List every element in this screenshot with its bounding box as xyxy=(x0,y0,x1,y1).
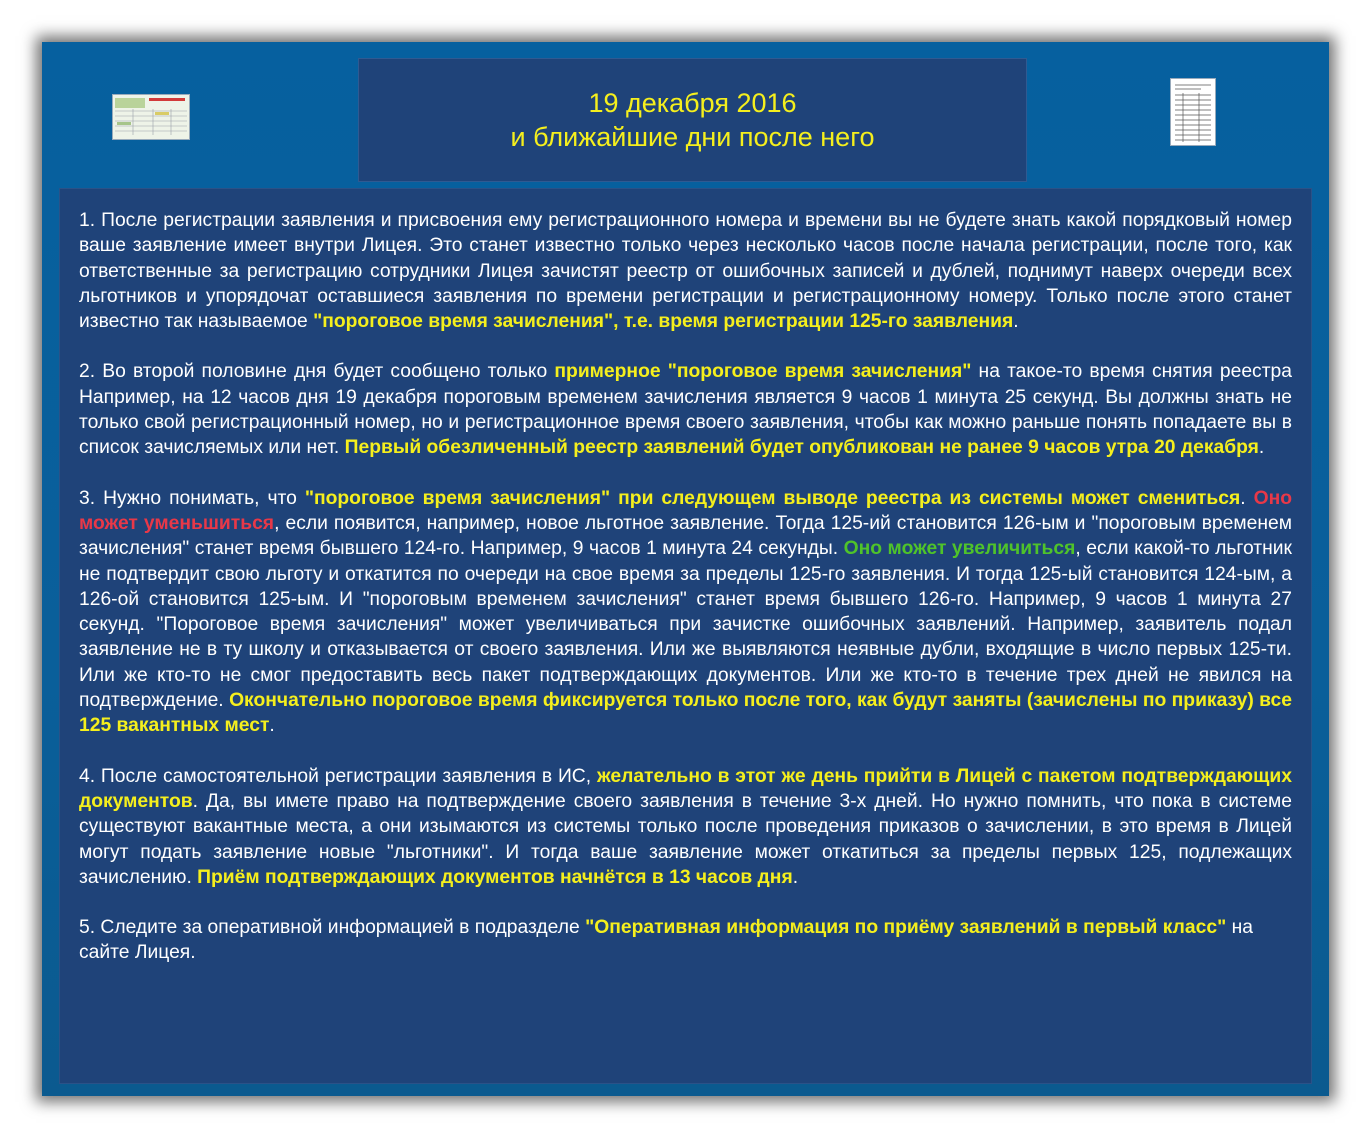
slide xyxy=(42,42,1329,1096)
title-date: 19 декабря 2016 xyxy=(588,88,797,118)
p3-highlight-decrease: Оно может уменьшиться xyxy=(79,487,1292,534)
p1-text: 1. После регистрации заявления и присвоения ему регистрационного номера и времени вы не будете знать какой порядковый номер ваше заявление имеет внутри Лицея. Это станет известно только через несколько часов после начала регистрации, после того, как ответственные за регистрацию сотрудники Лицея зачистят реестр от ошибочных записей и дублей, поднимут наверх очереди всех льготников и упорядочат оставшиеся заявления по времени регистрации и регистрационному номеру. Только после этого станет известно так называемое xyxy=(79,210,1292,333)
list-document-icon xyxy=(1171,79,1215,145)
p5-text-start: 5. Следите за оперативной информацией в подразделе xyxy=(79,917,586,939)
p5-highlight-section-link[interactable]: "Оперативная информация по приёму заявлений в первый класс" xyxy=(585,917,1227,939)
paragraph-4 xyxy=(79,764,1292,890)
p2-highlight-approx: примерное "пороговое время зачисления" xyxy=(554,361,972,383)
p3-text-increase: , если какой-то льготник не подтвердит свою льготу и откатится по очереди на свое время за пределы 125-го заявления. И тогда 125-ый становится 124-ым, а 126-ой становится 125-ым. И "пороговым временем зачисления" станет время бывшего 126-го. Например, 9 часов 1 минута 27 секунд. "Пороговое время зачисления" может увеличиваться при зачистке ошибочных заявлений. Например, заявитель подал заявление не в ту школу и отказывается от своего заявления. Или же выявляются неявные дубли, входящие в число первых 125-ти. Или же кто-то не смог предоставить весь пакет подтверждающих документов. Или же кто-то в течение трех дней не явился на подтверждение. xyxy=(79,538,1292,712)
document-thumbnail-left[interactable] xyxy=(112,94,190,140)
p2-highlight-registry: Первый обезличенный реестр заявлений будет опубликован не ранее 9 часов утра 20 декабря xyxy=(344,437,1259,459)
p4-highlight-same-day: желательно в этот же день прийти в Лицей с пакетом подтверждающих документов xyxy=(79,765,1292,812)
p5-end: на сайте Лицея. xyxy=(79,917,1253,964)
p3-text-decrease: , если появится, например, новое льготное заявление. Тогда 125-ий становится 126-ым и "пороговым временем зачисления" станет время бывшего 124-го. Например, 9 часов 1 минута 24 секунды. xyxy=(79,512,1292,560)
p3-highlight-final: Окончательно пороговое время фиксируется только после того, как будут заняты (зачислены по приказу) все 125 вакантных мест xyxy=(79,690,1292,737)
p3-highlight-increase: Оно может увеличиться xyxy=(843,538,1076,560)
table-document-icon xyxy=(113,95,189,139)
title-subtitle: и ближайшие дни после него xyxy=(510,122,875,152)
p2-text-start: 2. Во второй половине дня будет сообщено только xyxy=(79,361,555,383)
p3-end: . xyxy=(269,715,275,737)
p1-end: . xyxy=(1013,311,1019,333)
p4-highlight-reception: Приём подтверждающих документов начнётся в 13 часов дня xyxy=(197,866,793,888)
p4-text-middle: . Да, вы имете право на подтверждение своего заявления в течение 3-х дней. Но нужно помнить, что пока в системе существуют вакантные места, а они изымаются из системы только после проведения приказов о зачислении, в это время в Лицей могут подать заявление новые "льготники". И тогда ваше заявление может откатиться за пределы первых 125, подлежащих зачислению. xyxy=(79,790,1292,888)
p3-sep: . xyxy=(1240,487,1254,509)
page-title xyxy=(358,58,1027,182)
paragraph-2 xyxy=(79,359,1292,460)
p1-highlight-threshold: "пороговое время зачисления", т.е. время регистрации 125-го заявления xyxy=(313,311,1014,333)
p4-end: . xyxy=(792,866,799,888)
p3-highlight-change: "пороговое время зачисления" при следующем выводе реестра из системы может смениться xyxy=(304,487,1241,509)
p2-end: . xyxy=(1258,437,1265,459)
document-thumbnail-right[interactable] xyxy=(1170,78,1216,146)
p2-text-middle: на такое-то время снятия реестра Например, на 12 часов дня 19 декабря пороговым временем зачисления является 9 часов 1 минута 25 секунд. Вы должны знать не только свой регистрационный номер, но и регистрационное время своего заявления, чтобы как можно раньше понять попадаете вы в список зачисляемых или нет. xyxy=(79,361,1292,459)
p3-text-start: 3. Нужно понимать, что xyxy=(79,487,305,509)
p4-text-start: 4. После самостоятельной регистрации заявления в ИС, xyxy=(79,765,597,787)
content-panel xyxy=(59,188,1312,1084)
paragraph-5 xyxy=(79,915,1292,966)
paragraph-1 xyxy=(79,208,1292,334)
paragraph-3 xyxy=(79,486,1292,739)
